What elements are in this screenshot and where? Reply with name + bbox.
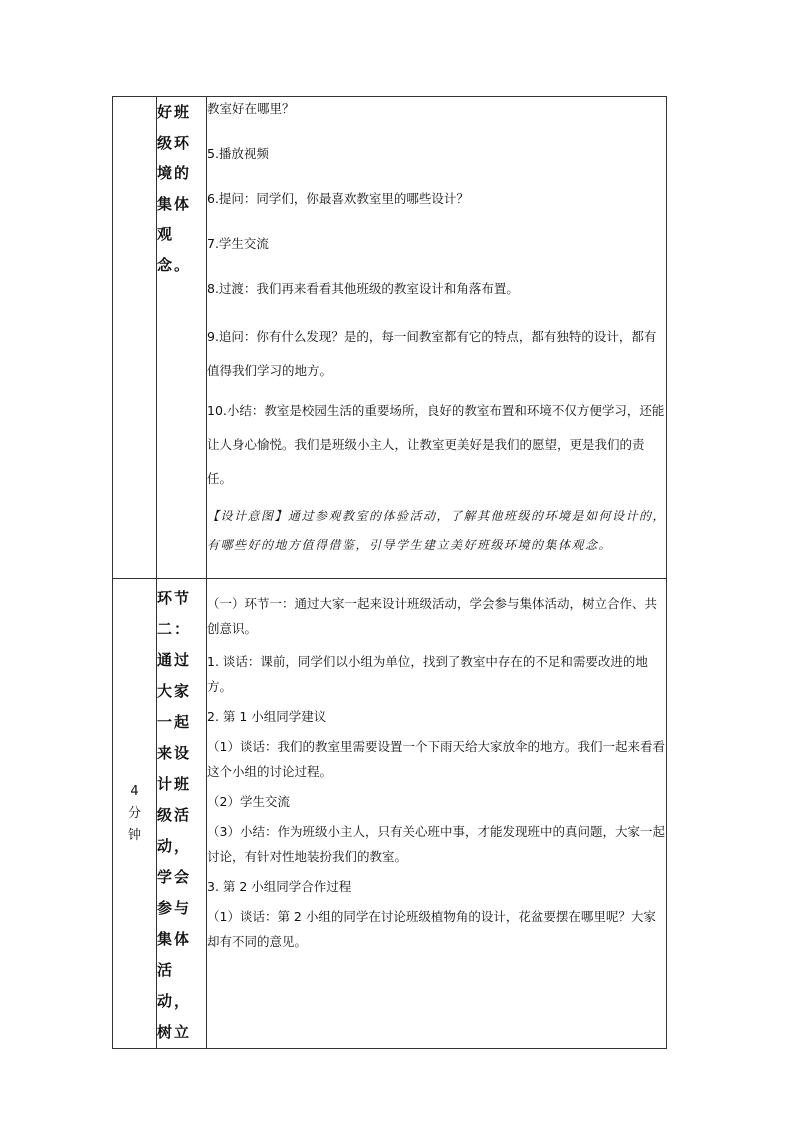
time-number: 4 — [130, 783, 139, 799]
paragraph: （3）小结：作为班级小主人，只有关心班中事，才能发现班中的真问题，大家一起讨论，有针对性地装扮我们的教室。 — [207, 824, 665, 864]
goal-cell: 好班级环境的集体观念。 — [157, 97, 207, 579]
time-cell — [113, 579, 157, 1049]
lesson-plan-table — [112, 96, 667, 1049]
paragraph: 8.过渡：我们再来看看其他班级的教室设计和角落布置。 — [207, 281, 519, 296]
paragraph: 1. 谈话：课前，同学们以小组为单位，找到了教室中存在的不足和需要改进的地方。 — [207, 654, 648, 694]
table-row — [113, 97, 667, 579]
paragraph: 7.学生交流 — [207, 236, 269, 251]
goal-cell: 环节二：通过大家一起来设计班级活动，学会参与集体活动，树立 — [157, 579, 207, 1049]
paragraph: 10.小结：教室是校园生活的重要场所，良好的教室布置和环境不仅方便学习，还能让人身心愉悦。我们是班级小主人，让教室更美好是我们的愿望，更是我们的责任。 — [207, 403, 665, 486]
content-cell — [207, 579, 667, 1049]
paragraph: 5.播放视频 — [207, 146, 269, 161]
paragraph: 教室好在哪里？ — [207, 101, 295, 116]
content-cell — [207, 97, 667, 579]
design-intent: 【设计意图】通过参观教室的体验活动，了解其他班级的环境是如何设计的，有哪些好的地方值得借鉴，引导学生建立美好班级环境的集体观念。 — [207, 509, 667, 552]
paragraph: 2. 第 1 小组同学建议 — [207, 709, 327, 724]
time-unit: 分钟 — [127, 805, 141, 843]
paragraph: （一）环节一：通过大家一起来设计班级活动，学会参与集体活动，树立合作、共创意识。 — [207, 596, 658, 636]
paragraph: 6.提问：同学们，你最喜欢教室里的哪些设计？ — [207, 191, 469, 206]
paragraph: 9.追问：你有什么发现？是的，每一间教室都有它的特点，都有独特的设计，都有值得我们学习的地方。 — [207, 329, 657, 378]
table-row — [113, 579, 667, 1049]
paragraph: （1）谈话：第 2 小组的同学在讨论班级植物角的设计，花盆要摆在哪里呢？大家却有不同的意见。 — [207, 909, 656, 949]
time-cell — [113, 97, 157, 579]
paragraph: （1）谈话：我们的教室里需要设置一个下雨天给大家放伞的地方。我们一起来看看这个小组的讨论过程。 — [207, 739, 665, 779]
paragraph: （2）学生交流 — [207, 794, 290, 809]
paragraph: 3. 第 2 小组同学合作过程 — [207, 879, 352, 894]
